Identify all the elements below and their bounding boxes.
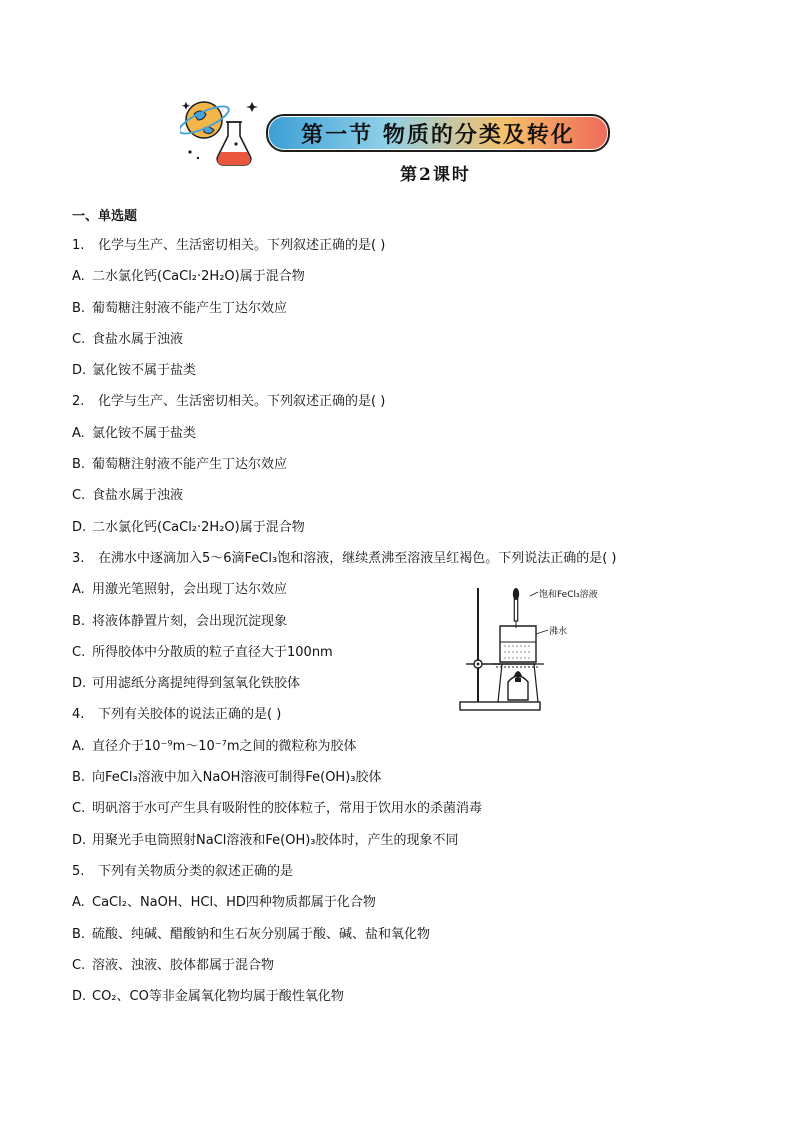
option-label: D. — [72, 676, 87, 692]
question-list — [72, 205, 732, 1017]
option-text: 氯化铵不属于盐类 — [92, 363, 197, 379]
option-text: CaCl₂、NaOH、HCl、HD四种物质都属于化合物 — [92, 895, 376, 911]
option-c — [72, 955, 732, 986]
colloid-apparatus-figure — [456, 584, 606, 714]
option-label: D. — [72, 989, 87, 1005]
option-d — [72, 986, 732, 1017]
option-b — [72, 611, 732, 642]
option-c — [72, 329, 732, 360]
option-a — [72, 579, 732, 610]
option-label: C. — [72, 801, 86, 817]
lesson-title: 第一节 物质的分类及转化 — [301, 121, 575, 148]
question-stem — [72, 704, 732, 735]
option-text: 用激光笔照射，会出现丁达尔效应 — [92, 582, 288, 598]
option-label: C. — [72, 957, 86, 973]
option-text: 食盐水属于浊液 — [92, 331, 184, 347]
question-text: 化学与生产、生活密切相关。下列叙述正确的是( ) — [98, 238, 386, 253]
option-text: 食盐水属于浊液 — [92, 488, 184, 504]
option-label: B. — [72, 926, 86, 942]
option-label: C. — [72, 331, 86, 347]
option-b — [72, 767, 732, 798]
option-text: 葡萄糖注射液不能产生丁达尔效应 — [92, 457, 288, 473]
option-a — [72, 423, 732, 454]
dropper-icon — [513, 588, 519, 628]
option-label: A. — [72, 738, 85, 754]
option-label: B. — [72, 300, 86, 316]
option-text: 向FeCl₃溶液中加入NaOH溶液可制得Fe(OH)₃胶体 — [92, 770, 382, 786]
question-3 — [72, 548, 732, 704]
question-number: 3. — [72, 550, 85, 566]
beaker-icon — [500, 626, 536, 662]
option-text: 硫酸、纯碱、醋酸钠和生石灰分别属于酸、碱、盐和氧化物 — [92, 926, 431, 942]
lesson-title-banner — [266, 114, 610, 152]
option-label: A. — [72, 582, 85, 598]
question-stem — [72, 548, 732, 579]
gauze-icon — [492, 664, 544, 702]
question-number: 4. — [72, 707, 85, 723]
question-5 — [72, 861, 732, 1017]
option-text: 氯化铵不属于盐类 — [92, 425, 197, 441]
option-label: A. — [72, 269, 85, 285]
question-text: 下列有关物质分类的叙述正确的是 — [98, 863, 294, 879]
question-text: 化学与生产、生活密切相关。下列叙述正确的是( ) — [98, 394, 386, 410]
option-b — [72, 454, 732, 485]
option-text: 二水氯化钙(CaCl₂·2H₂O)属于混合物 — [92, 269, 305, 285]
option-text: 二水氯化钙(CaCl₂·2H₂O)属于混合物 — [92, 519, 305, 535]
question-4 — [72, 704, 732, 860]
question-stem — [72, 391, 732, 422]
option-a — [72, 892, 732, 923]
option-d — [72, 517, 732, 548]
option-label: D. — [72, 519, 87, 535]
alcohol-lamp-icon — [508, 671, 528, 700]
option-label: A. — [72, 895, 85, 911]
option-text: 所得胶体中分散质的粒子直径大于100nm — [92, 644, 333, 660]
page-header — [180, 94, 620, 194]
option-text: 葡萄糖注射液不能产生丁达尔效应 — [92, 300, 288, 316]
question-2 — [72, 391, 732, 547]
lesson-subtitle: 第2课时 — [400, 165, 471, 185]
option-text: 用聚光手电筒照射NaCl溶液和Fe(OH)₃胶体时，产生的现象不同 — [92, 832, 459, 848]
question-text: 下列有关胶体的说法正确的是( ) — [98, 707, 282, 723]
section-title: 一、单选题 — [72, 209, 138, 224]
question-number: 2. — [72, 394, 85, 410]
figure-label-water: 沸水 — [549, 627, 568, 637]
option-c — [72, 798, 732, 829]
option-a — [72, 736, 732, 767]
option-b — [72, 298, 732, 329]
option-d — [72, 673, 732, 704]
question-stem — [72, 861, 732, 892]
option-label: D. — [72, 363, 87, 379]
question-1 — [72, 235, 732, 391]
option-label: B. — [72, 770, 86, 786]
option-text: 可用滤纸分离提纯得到氢氧化铁胶体 — [92, 676, 301, 692]
option-text: 明矾溶于水可产生具有吸附性的胶体粒子，常用于饮用水的杀菌消毒 — [92, 801, 483, 817]
option-text: 溶液、浊液、胶体都属于混合物 — [92, 957, 275, 973]
question-number: 5. — [72, 863, 85, 879]
option-text: 将液体静置片刻，会出现沉淀现象 — [92, 613, 288, 629]
question-text: 在沸水中逐滴加入5～6滴FeCl₃饱和溶液，继续煮沸至溶液呈红褐色。下列说法正确的是( ) — [98, 550, 617, 566]
option-label: C. — [72, 488, 86, 504]
option-label: A. — [72, 425, 85, 441]
option-text: CO₂、CO等非金属氧化物均属于酸性氧化物 — [92, 989, 344, 1005]
option-d — [72, 360, 732, 391]
globe-flask-logo-icon — [180, 94, 262, 170]
option-label: B. — [72, 457, 86, 473]
question-stem — [72, 235, 732, 266]
option-label: D. — [72, 832, 87, 848]
option-d — [72, 830, 732, 861]
option-b — [72, 924, 732, 955]
option-c — [72, 642, 732, 673]
option-label: B. — [72, 613, 86, 629]
option-a — [72, 266, 732, 297]
question-number: 1. — [72, 238, 85, 253]
option-c — [72, 485, 732, 516]
option-label: C. — [72, 644, 86, 660]
figure-label-fecl3: 饱和FeCl₃溶液 — [539, 590, 598, 600]
option-text: 直径介于10⁻⁹m～10⁻⁷m之间的微粒称为胶体 — [92, 738, 357, 754]
